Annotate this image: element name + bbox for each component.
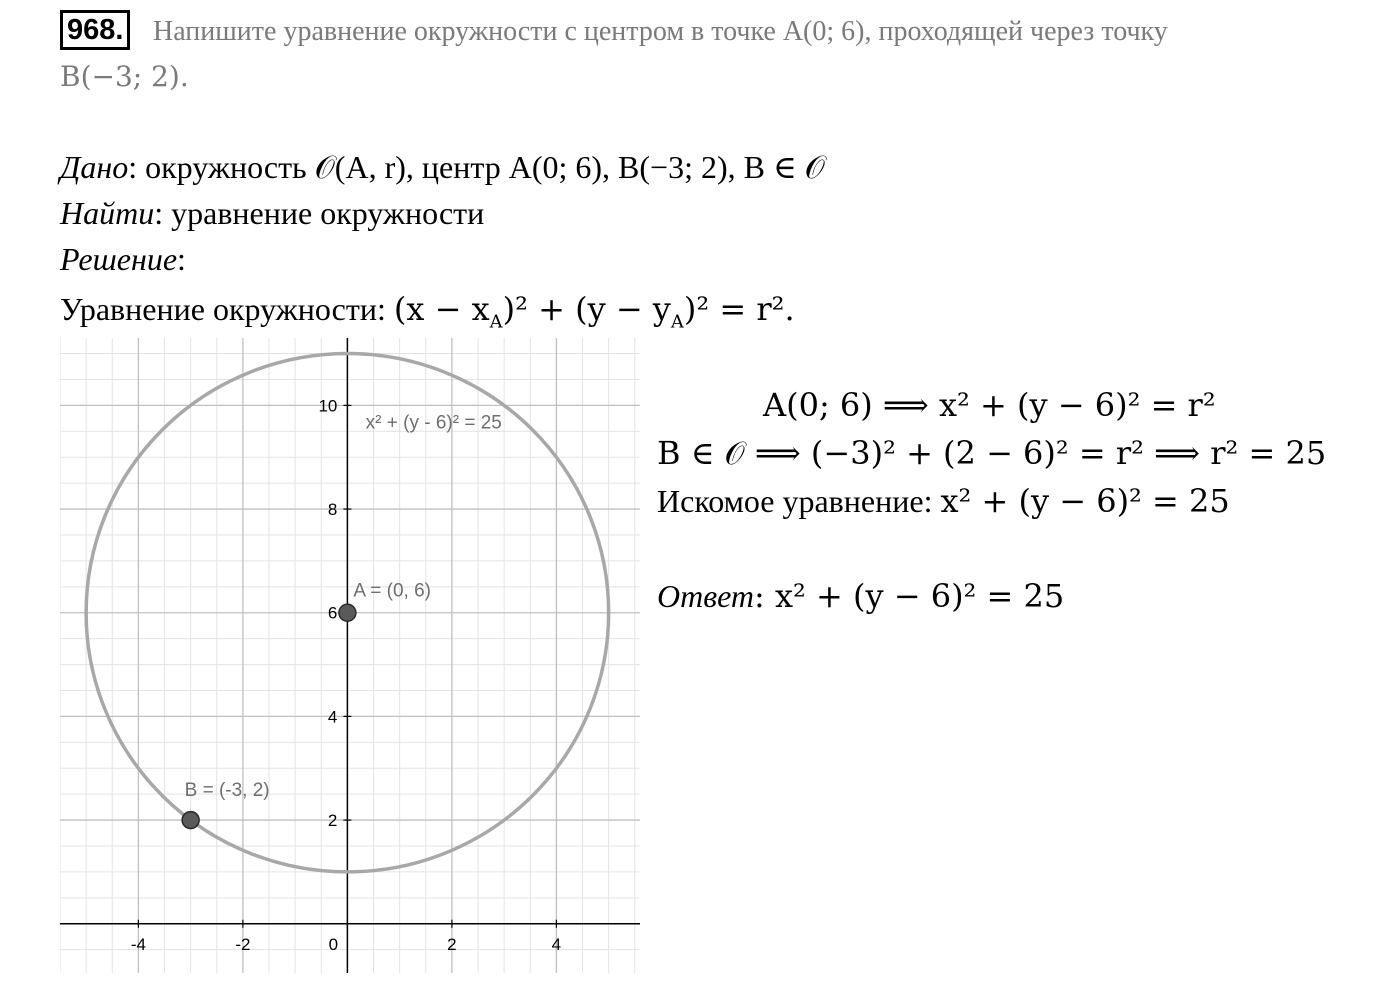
result-formula: x² + (y − 6)² = 25 xyxy=(940,482,1230,520)
find-label: Найти xyxy=(60,195,155,231)
step1-equation: A(0; 6) ⟹ x² + (y − 6)² = r² xyxy=(763,386,1216,424)
general-equation-formula: $(x - x_A)^2 + (y - y_A)^2 = r^2$. xyxy=(393,290,795,333)
find-line xyxy=(60,195,484,232)
x-tick-label: 0 xyxy=(328,934,339,954)
given-line xyxy=(60,148,825,187)
problem-statement-line2: B(−3; 2). xyxy=(60,60,189,93)
answer-label: Ответ xyxy=(657,578,754,614)
y-tick-label: 6 xyxy=(327,603,338,623)
x-tick-label: -4 xyxy=(130,934,146,954)
solution-label: Решение xyxy=(60,241,178,277)
problem-number: 968. xyxy=(60,10,130,50)
given-text: : окружность 𝒪(A, r), центр A(0; 6), B(−3; 2), B ∈ 𝒪 xyxy=(128,149,825,185)
find-text: : уравнение окружности xyxy=(154,195,485,231)
point-a xyxy=(339,604,356,621)
solution-line xyxy=(60,241,186,278)
solution-colon: : xyxy=(177,241,186,277)
general-equation-line xyxy=(60,290,795,332)
result-line xyxy=(657,482,1230,520)
result-prefix: Искомое уравнение: xyxy=(657,483,941,519)
given-label: Дано xyxy=(60,149,129,185)
step2-equation: B ∈ 𝒪 ⟹ (−3)² + (2 − 6)² = r² ⟹ r² = 25 xyxy=(657,434,1327,472)
x-tick-label: -2 xyxy=(235,934,251,954)
x-tick-label: 4 xyxy=(551,934,562,954)
y-tick-label: 8 xyxy=(327,500,338,520)
y-tick-label: 10 xyxy=(318,396,338,416)
point-a-label: A = (0, 6) xyxy=(353,580,432,602)
circle-equation-label: x² + (y - 6)² = 25 xyxy=(365,412,502,434)
answer-line xyxy=(657,577,1064,615)
circle-graph xyxy=(60,338,640,973)
answer-text: : x² + (y − 6)² = 25 xyxy=(754,577,1065,615)
y-tick-label: 2 xyxy=(327,811,338,831)
y-tick-label: 4 xyxy=(327,707,338,727)
problem-statement-line1: Напишите уравнение окружности с центром в точке A(0; 6), проходящей через точку xyxy=(153,16,1168,47)
point-b-label: B = (-3, 2) xyxy=(184,780,270,802)
general-equation-prefix: Уравнение окружности: xyxy=(60,291,394,327)
point-b xyxy=(182,812,199,829)
x-tick-label: 2 xyxy=(447,934,457,954)
problem-header xyxy=(60,10,1360,93)
